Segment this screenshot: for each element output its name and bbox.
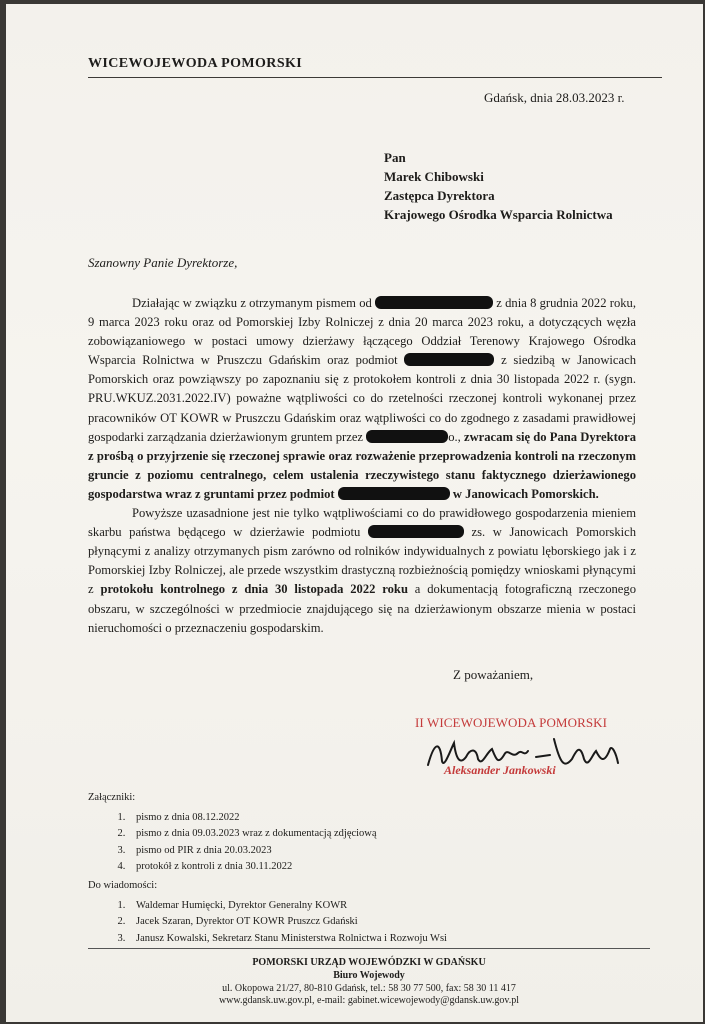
paragraph-1-text-1: Działając w związku z otrzymanym pismem od	[132, 296, 376, 310]
paragraph-1	[88, 294, 636, 504]
paragraph-1-bold-2: w Janowicach Pomorskich.	[449, 486, 599, 501]
list-item: 1. pismo z dnia 08.12.2022	[128, 810, 377, 827]
cc-label: Do wiadomości:	[88, 880, 158, 891]
addressee-block	[384, 148, 613, 224]
footer-divider	[88, 948, 650, 949]
list-item: 4. protokół z kontroli z dnia 30.11.2022	[128, 859, 377, 876]
closing: Z poważaniem,	[453, 667, 534, 682]
footer-contact: www.gdansk.uw.gov.pl, e-mail: gabinet.wicewojewody@gdansk.uw.gov.pl	[218, 995, 520, 1007]
footer-address: ul. Okopowa 21/27, 80-810 Gdańsk, tel.: 58 30 77 500, fax: 58 30 11 417	[222, 982, 516, 994]
letter-page	[6, 4, 703, 1022]
list-item: 3. pismo od PIR z dnia 20.03.2023	[128, 843, 377, 860]
paragraph-2-text-2: zs. w Janowicach Pomorskich płynącymi z analizy otrzymanych pism zarówno od rolników indywidualnych z powiatu lęborskiego jak i z Pomorskiej Izby Rolniczej, ale przede wszystkim drastyczną rozbieżnością pomiędzy wnioskami płynącymi z	[88, 525, 637, 597]
paragraph-1-bold-1: zwracam się do Pana Dyrektora z prośbą o przyjrzenie się rzeczonej sprawie oraz rozważenie przeprowadzenia kontroli na rzeczonym gruncie z poziomu centralnego, celem ustalenia rzeczywistego stanu faktycznego dzierżawionego gospodarstwa wraz z gruntami przez podmiot	[88, 429, 636, 501]
footer-department: Biuro Wojewody	[333, 969, 405, 981]
addressee-salutation: Pan	[384, 150, 406, 165]
list-item: 3. Janusz Kowalski, Sekretarz Stanu Ministerstwa Rolnictwa i Rozwoju Wsi	[128, 931, 447, 948]
paragraph-1-text-4: o.,	[448, 429, 464, 444]
paragraph-2-text-3: a dokumentacją fotograficzną rzeczonego obszaru, w szczególności w przedmiocie znajdującego się na dzierżawionym obszarze mienia w postaci nieruchomości o przeznaczeniu gospodarskim.	[88, 582, 636, 635]
addressee-name: Marek Chibowski	[384, 169, 484, 184]
signature-stroke	[536, 739, 618, 764]
attachments-list	[88, 810, 377, 876]
letter-body	[88, 294, 636, 638]
signature-stroke	[428, 743, 528, 765]
sender-title: WICEWOJEWODA POMORSKI	[88, 56, 303, 71]
list-item: 2. Jacek Szaran, Dyrektor OT KOWR Pruszcz Gdański	[128, 914, 447, 931]
paragraph-2-bold: protokołu kontrolnego z dnia 30 listopada 2022 roku	[100, 582, 408, 597]
list-item: 2. pismo z dnia 09.03.2023 wraz z dokumentacją zdjęciową	[128, 826, 377, 843]
paragraph-2-text-1: Powyższe uzasadnione jest nie tylko wątpliwościami co do prawidłowego gospodarzenia mieniem skarbu państwa będącego w dzierżawie podmiotu	[88, 506, 636, 540]
redaction-mark	[338, 487, 450, 500]
paragraph-1-text-3: z siedzibą w Janowicach Pomorskich oraz powziąwszy po zapoznaniu się z protokołem kontroli z dnia 30 listopada 2022 r. (sygn. PRU.WKUZ.2031.2022.IV) poważne wątpliwości co do rzetelności rzeczonej kontroli wykonanej przez pracowników OT KOWR w Pruszczu Gdańskim oraz wątpliwości co do zgodnego z zasadami prawidłowej gospodarki zarządzania dzierżawionym gruntem przez	[88, 353, 636, 444]
redaction-mark	[404, 353, 494, 366]
salutation: Szanowny Panie Dyrektorze,	[88, 255, 238, 270]
cc-list	[88, 898, 447, 948]
addressee-organization: Krajowego Ośrodka Wsparcia Rolnictwa	[384, 207, 613, 222]
redaction-mark	[368, 525, 464, 538]
attachments-label: Załączniki:	[88, 792, 136, 803]
header-divider	[88, 77, 662, 78]
paragraph-2	[88, 504, 636, 638]
stamp-name: Aleksander Jankowski	[444, 763, 556, 777]
stamp-title: II WICEWOJEWODA POMORSKI	[415, 715, 608, 730]
list-item: 1. Waldemar Humięcki, Dyrektor Generalny KOWR	[128, 898, 447, 915]
addressee-position: Zastępca Dyrektora	[384, 188, 495, 203]
paragraph-1-text-2: z dnia 8 grudnia 2022 roku, 9 marca 2023 roku oraz od Pomorskiej Izby Rolniczej z dnia 20 marca 2023 roku, a dotyczących węzła zobowiązaniowego w postaci umowy dzierżawy łączącego Oddział Terenowy Krajowego Ośrodka Wsparcia Rolnictwa w Pruszczu Gdańskim oraz podmiot	[88, 296, 636, 368]
redaction-mark	[375, 296, 493, 309]
letter-date: Gdańsk, dnia 28.03.2023 r.	[484, 90, 625, 105]
attachments-section	[88, 790, 377, 876]
redaction-mark	[366, 430, 448, 443]
footer-office: POMORSKI URZĄD WOJEWÓDZKI W GDAŃSKU	[252, 957, 486, 968]
cc-section	[88, 878, 447, 947]
footer	[88, 957, 650, 1008]
